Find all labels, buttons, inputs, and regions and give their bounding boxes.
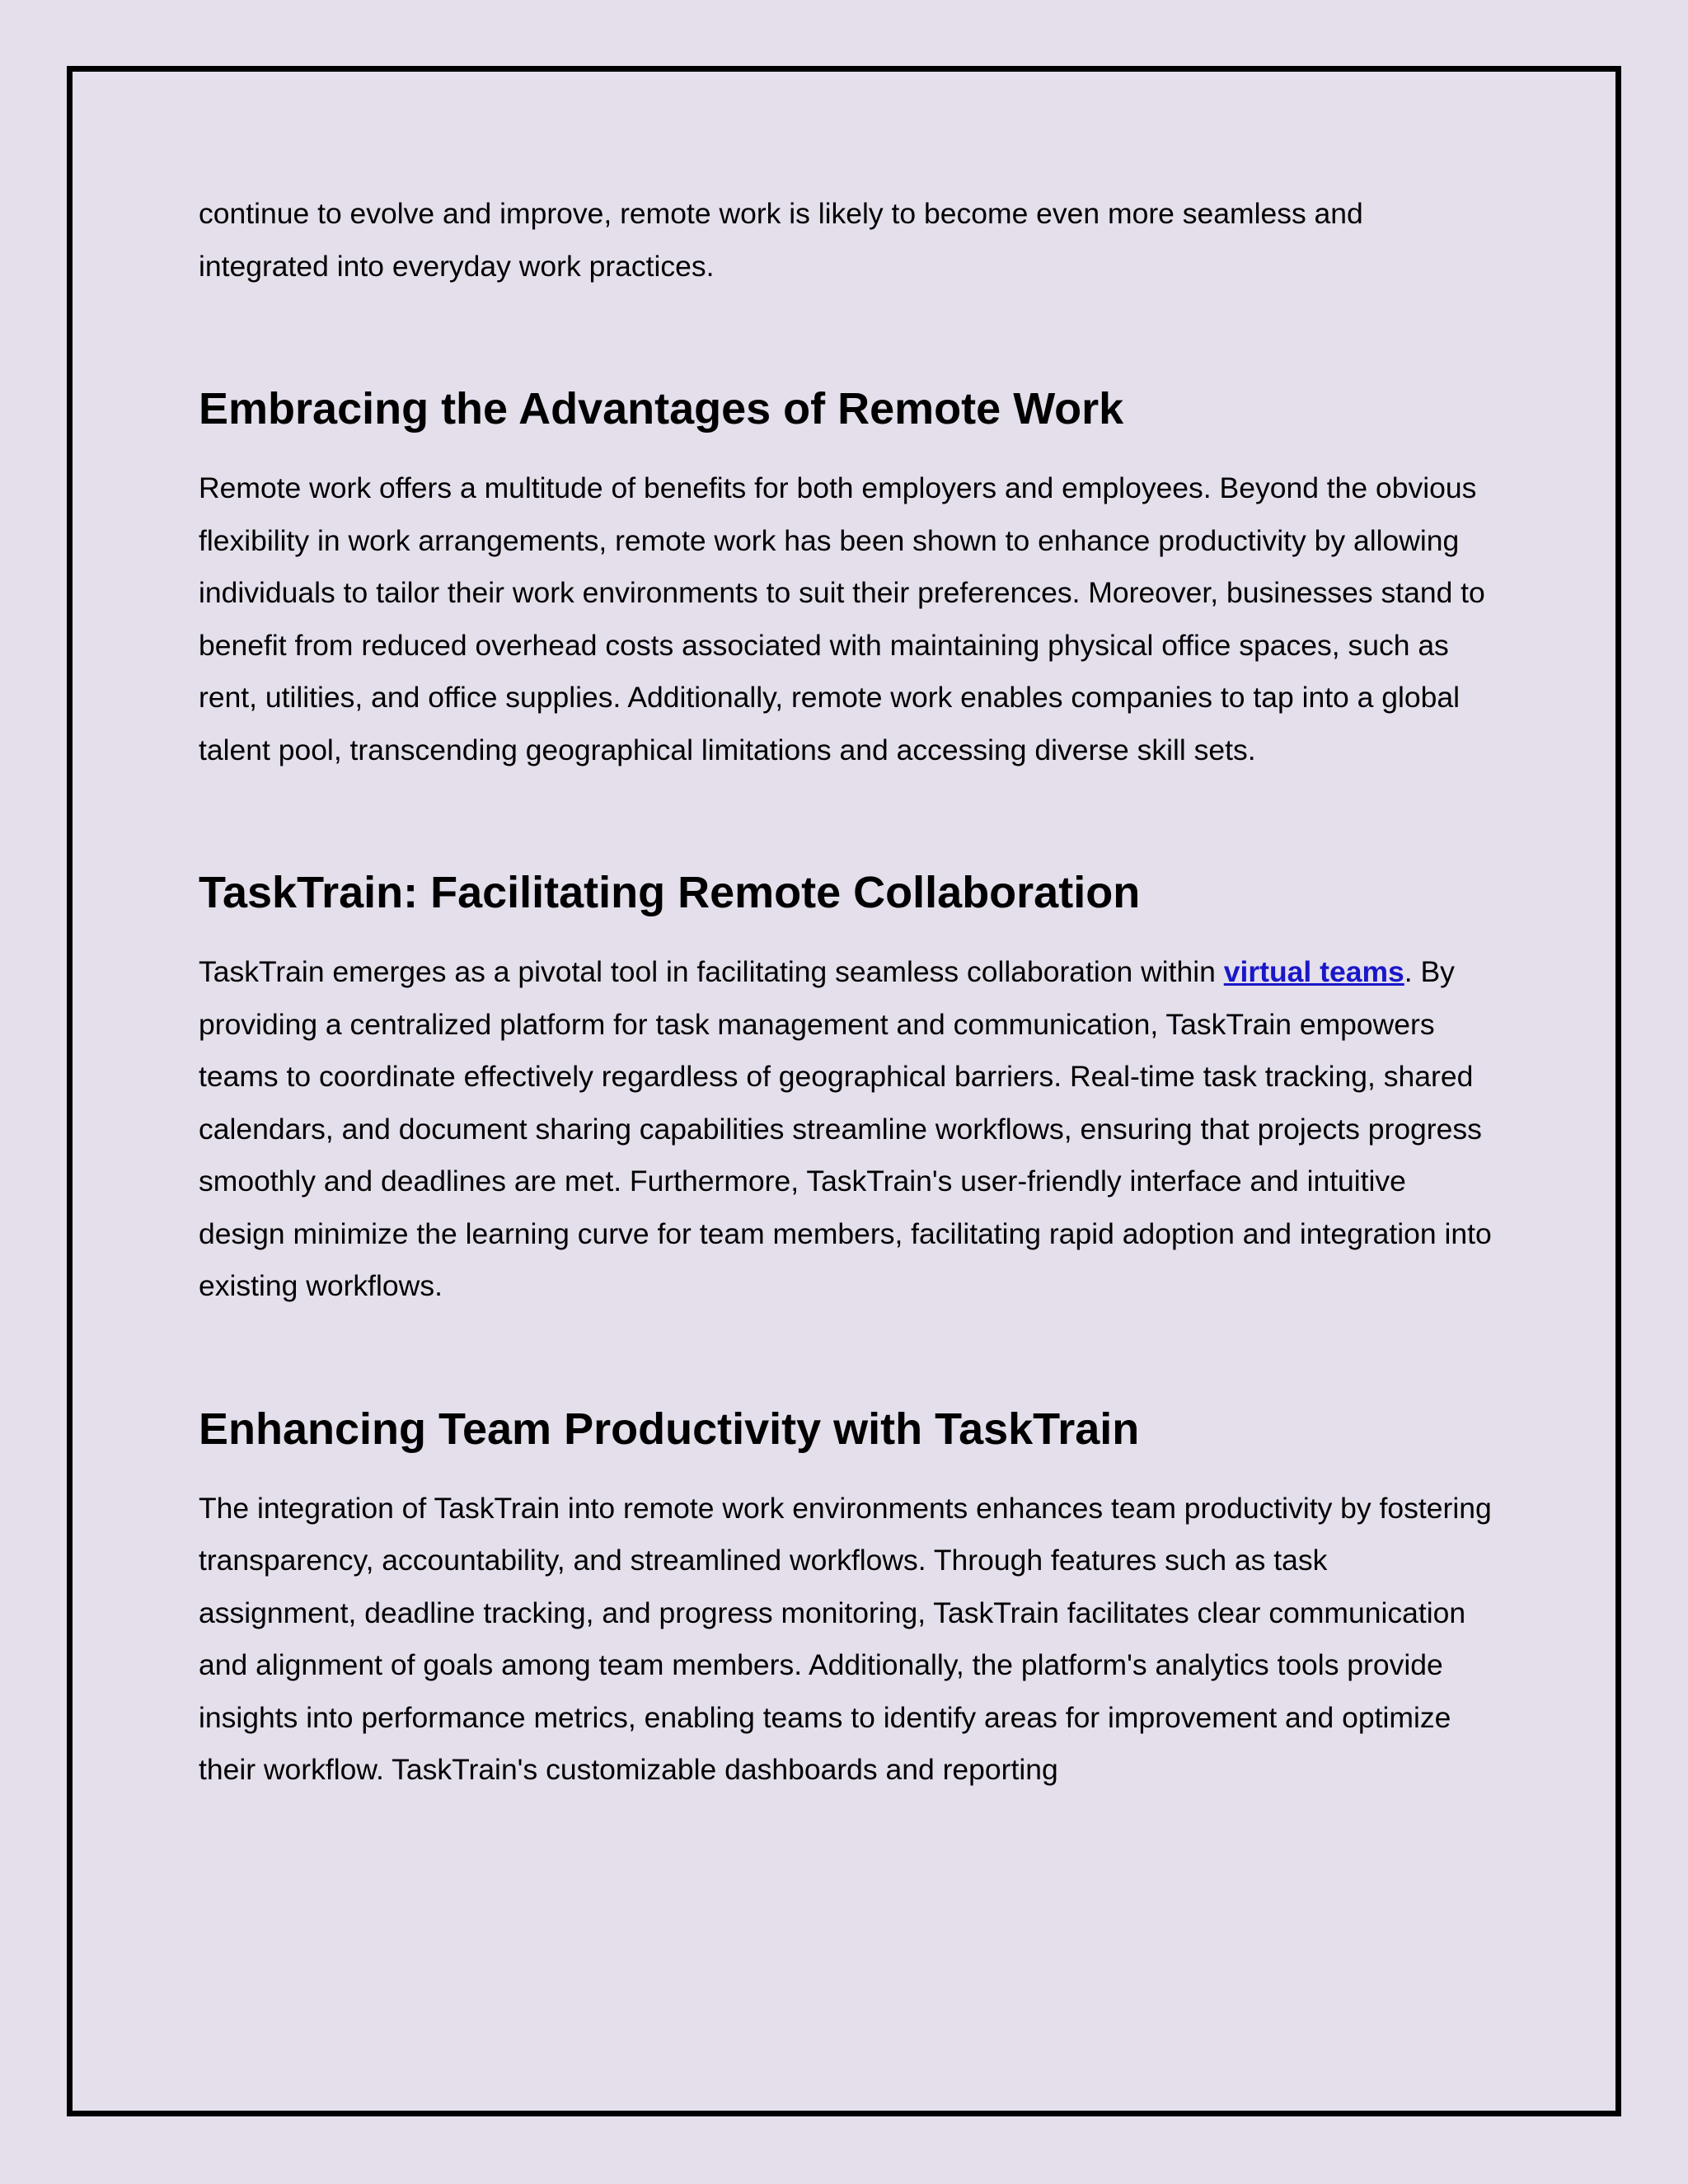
section-productivity — [199, 1402, 1493, 1797]
spacer — [199, 293, 1493, 382]
paragraph-text: TaskTrain emerges as a pivotal tool in facilitating seamless collaboration within — [199, 955, 1224, 988]
section-heading: Enhancing Team Productivity with TaskTrain — [199, 1404, 1140, 1454]
spacer — [199, 436, 1493, 462]
spacer — [199, 776, 1493, 865]
section-collaboration — [199, 865, 1493, 1313]
paragraph-text: . By providing a centralized platform for task management and communication, TaskTrain empowers teams to coordinate effectively regardless of geographical barriers. Real-time task tracking, shared calendars, and document sharing capabilities streamline workflows, ensuring that projects progress smoothly and deadlines are met. Furthermore, TaskTrain's user-friendly interface and intuitive design minimize the learning curve for team members, facilitating rapid adoption and integration into existing workflows. — [199, 955, 1492, 1302]
section-heading: TaskTrain: Facilitating Remote Collaboration — [199, 868, 1141, 917]
spacer — [199, 920, 1493, 946]
spacer — [199, 1313, 1493, 1402]
section-paragraph: The integration of TaskTrain into remote work environments enhances team productivity by fostering transparency, accountability, and streamlined workflows. Through features such as task assignment, deadline tracking, and progress monitoring, TaskTrain facilitates clear communication and alignment of goals among team members. Additionally, the platform's analytics tools provide insights into performance metrics, enabling teams to identify areas for improvement and optimize their workflow. TaskTrain's customizable dashboards and reporting — [199, 1491, 1492, 1786]
section-paragraph — [199, 946, 1493, 1313]
spacer — [199, 1456, 1493, 1483]
intro-paragraph: continue to evolve and improve, remote work is likely to become even more seamless and integrated into everyday work practices. — [199, 197, 1363, 283]
virtual-teams-link[interactable]: virtual teams — [1223, 955, 1404, 988]
document-body — [199, 188, 1493, 1797]
section-heading: Embracing the Advantages of Remote Work — [199, 384, 1124, 434]
section-advantages — [199, 382, 1493, 776]
section-paragraph: Remote work offers a multitude of benefits for both employers and employees. Beyond the obvious flexibility in work arrangements, remote work has been shown to enhance productivity by allowing individuals to tailor their work environments to suit their preferences. Moreover, businesses stand to benefit from reduced overhead costs associated with maintaining physical office spaces, such as rent, utilities, and office supplies. Additionally, remote work enables companies to tap into a global talent pool, transcending geographical limitations and accessing diverse skill sets. — [199, 471, 1485, 766]
